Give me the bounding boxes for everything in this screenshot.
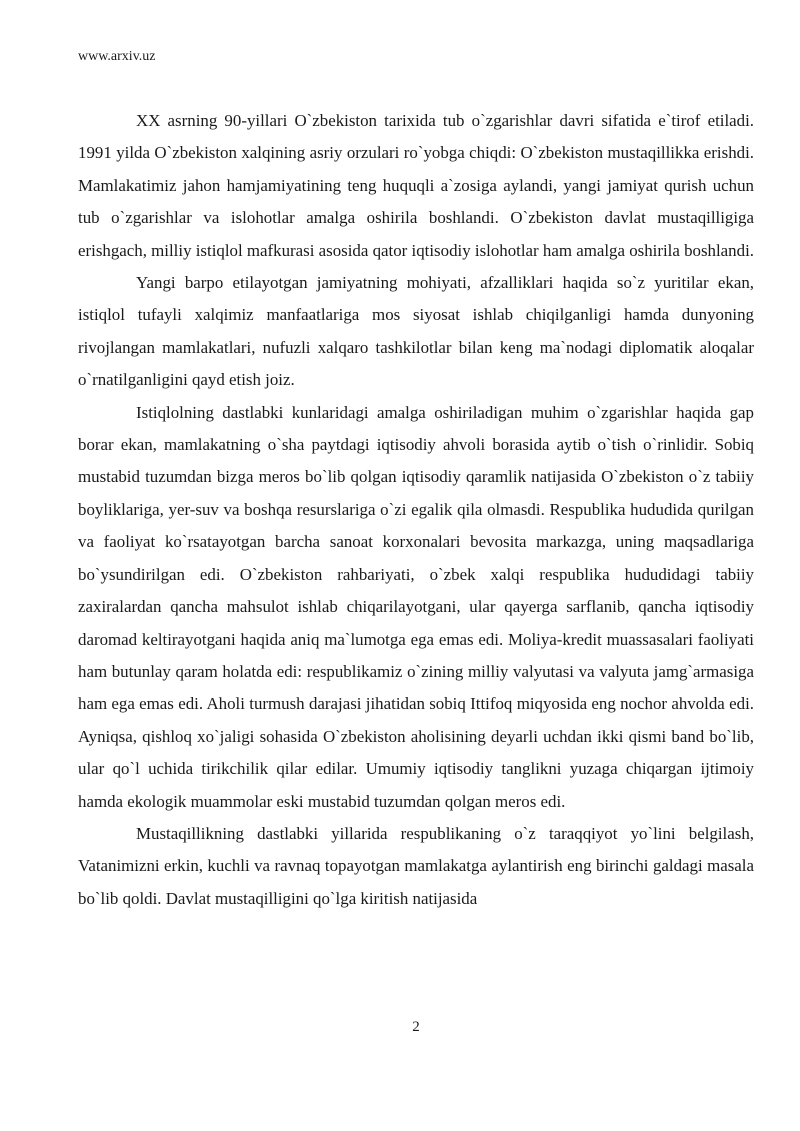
page-number: 2 xyxy=(412,1019,420,1035)
header-url: www.arxiv.uz xyxy=(78,49,156,64)
paragraph: Yangi barpo etilayotgan jamiyatning mohiyati, afzalliklari haqida so`z yuritilar ekan, istiqlol tufayli xalqimiz manfaatlariga mos siyosat ishlab chiqilganligi hamda dunyoning rivojlangan mamlakatlari, nufuzli xalqaro tashkilotlar bilan keng ma`nodagi diplomatik aloqalar o`rnatilganligini qayd etish joiz. xyxy=(78,273,754,390)
paragraph: Mustaqillikning dastlabki yillarida respublikaning o`z taraqqiyot yo`lini belgilash, Vatanimizni erkin, kuchli va ravnaq topayotgan mamlakatga aylantirish eng birinchi galdagi masala bo`lib qoldi. Davlat mustaqilligini qo`lga kiritish natijasida xyxy=(78,823,754,908)
document-body xyxy=(78,105,754,915)
paragraph: Istiqlolning dastlabki kunlaridagi amalga oshiriladigan muhim o`zgarishlar haqida gap borar ekan, mamlakatning o`sha paytdagi iqtisodiy ahvoli borasida aytib o`tish o`rinlidir. Sobiq mustabid tuzumdan bizga meros bo`lib qolgan iqtisodiy qaramlik natijasida O`zbekiston o`z tabiiy boyliklariga, yer-suv va boshqa resurslariga o`zi egalik qila olmasdi. Respublika hududida qurilgan va faoliyat ko`rsatayotgan barcha sanoat korxonalari bevosita markazga, uning maqsadlariga bo`ysundirilgan edi. O`zbekiston rahbariyati, o`zbek xalqi respublika hududidagi tabiiy zaxiralardan qancha mahsulot ishlab chiqarilayotgani, ular qayerga sarflanib, qancha iqtisodiy daromad keltirayotgani haqida aniq ma`lumotga ega emas edi. Moliya-kredit muassasalari faoliyati ham butunlay qaram holatda edi: respublikamiz o`zining milliy valyutasi va valyuta jamg`armasiga ham ega emas edi. Aholi turmush darajasi jihatidan sobiq Ittifoq miqyosida eng nochor ahvolda edi. Ayniqsa, qishloq xo`jaligi sohasida O`zbekiston aholisining deyarli uchdan ikki qismi band bo`lib, ular qo`l uchida tirikchilik qilar edilar. Umumiy iqtisodiy tanglikni yuzaga chiqargan ijtimoiy hamda ekologik muammolar eski mustabid tuzumdan qolgan meros edi. xyxy=(78,402,754,811)
paragraph: XX asrning 90-yillari O`zbekiston tarixida tub o`zgarishlar davri sifatida e`tirof etiladi. 1991 yilda O`zbekiston xalqining asriy orzulari ro`yobga chiqdi: O`zbekiston mustaqillikka erishdi. Mamlakatimiz jahon hamjamiyatining teng huquqli a`zosiga aylandi, yangi jamiyat qurish uchun tub o`zgarishlar va islohotlar amalga oshirila boshlandi. O`zbekiston davlat mustaqilligiga erishgach, milliy istiqlol mafkurasi asosida qator iqtisodiy islohotlar ham amalga oshirila boshlandi. xyxy=(78,111,754,260)
